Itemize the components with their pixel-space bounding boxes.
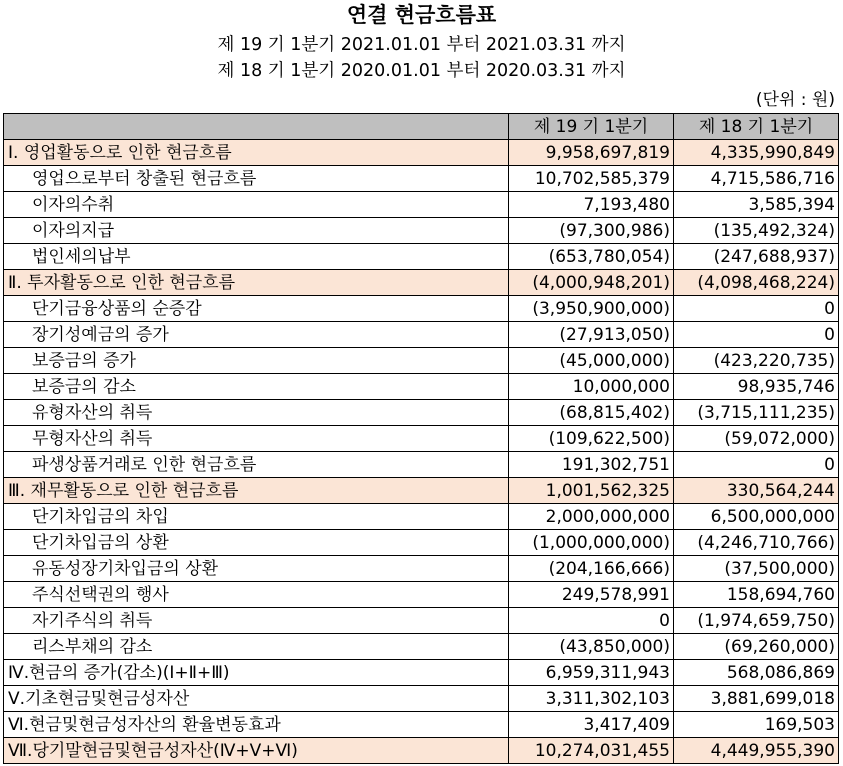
table-row <box>4 530 839 556</box>
current-period-value: 6,959,311,943 <box>509 660 674 686</box>
row-label: 자기주식의 취득 <box>4 608 509 634</box>
row-label: 법인세의납부 <box>4 244 509 270</box>
statement-title: 연결 현금흐름표 <box>346 3 497 27</box>
total-row <box>4 686 839 712</box>
row-label: 단기차입금의 상환 <box>4 530 509 556</box>
table-row <box>4 452 839 478</box>
prior-period-value: 158,694,760 <box>674 582 839 608</box>
prior-period-value: 4,715,586,716 <box>674 166 839 192</box>
row-label: 단기차입금의 차입 <box>4 504 509 530</box>
current-period-value: (204,166,666) <box>509 556 674 582</box>
current-period-value: 9,958,697,819 <box>509 140 674 166</box>
prior-period-value: (247,688,937) <box>674 244 839 270</box>
row-label: Ⅲ. 재무활동으로 인한 현금흐름 <box>4 478 509 504</box>
section-row <box>4 738 839 764</box>
row-label: 유형자산의 취득 <box>4 400 509 426</box>
current-period-value: (1,000,000,000) <box>509 530 674 556</box>
row-label: 단기금융상품의 순증감 <box>4 296 509 322</box>
table-row <box>4 322 839 348</box>
total-row <box>4 660 839 686</box>
current-period-value: (3,950,900,000) <box>509 296 674 322</box>
current-period-value: 2,000,000,000 <box>509 504 674 530</box>
current-period-value: 10,274,031,455 <box>509 738 674 764</box>
row-label: 파생상품거래로 인한 현금흐름 <box>4 452 509 478</box>
current-period-value: 1,001,562,325 <box>509 478 674 504</box>
current-period-value: 249,578,991 <box>509 582 674 608</box>
unit-label: (단위 : 원) <box>755 90 835 110</box>
prior-period-value: (4,246,710,766) <box>674 530 839 556</box>
current-period-value: 10,000,000 <box>509 374 674 400</box>
row-label: 유동성장기차입금의 상환 <box>4 556 509 582</box>
header-label <box>4 114 509 140</box>
current-period-value: (97,300,986) <box>509 218 674 244</box>
section-row <box>4 270 839 296</box>
prior-period-value: 0 <box>674 296 839 322</box>
row-label: 주식선택권의 행사 <box>4 582 509 608</box>
table-row <box>4 400 839 426</box>
cash-flow-table <box>3 113 839 764</box>
current-period-value: 0 <box>509 608 674 634</box>
current-period-value: (27,913,050) <box>509 322 674 348</box>
prior-period-value: (59,072,000) <box>674 426 839 452</box>
row-label: Ⅴ.기초현금및현금성자산 <box>4 686 509 712</box>
current-period-value: (45,000,000) <box>509 348 674 374</box>
current-period-value: 191,302,751 <box>509 452 674 478</box>
period-current: 제 19 기 1분기 2021.01.01 부터 2021.03.31 까지 <box>217 35 626 55</box>
row-label: 장기성예금의 증가 <box>4 322 509 348</box>
prior-period-value: 3,881,699,018 <box>674 686 839 712</box>
current-period-value: (43,850,000) <box>509 634 674 660</box>
prior-period-value: 0 <box>674 452 839 478</box>
table-row <box>4 504 839 530</box>
table-row <box>4 348 839 374</box>
row-label: 보증금의 증가 <box>4 348 509 374</box>
current-period-value: (109,622,500) <box>509 426 674 452</box>
prior-period-value: 0 <box>674 322 839 348</box>
table-row <box>4 556 839 582</box>
current-period-value: (4,000,948,201) <box>509 270 674 296</box>
table-header-row <box>4 114 839 140</box>
table-row <box>4 634 839 660</box>
row-label: 무형자산의 취득 <box>4 426 509 452</box>
table-row <box>4 426 839 452</box>
section-row <box>4 140 839 166</box>
prior-period-value: 169,503 <box>674 712 839 738</box>
row-label: Ⅶ.당기말현금및현금성자산(Ⅳ+Ⅴ+Ⅵ) <box>4 738 509 764</box>
row-label: 보증금의 감소 <box>4 374 509 400</box>
table-row <box>4 582 839 608</box>
current-period-value: (653,780,054) <box>509 244 674 270</box>
prior-period-value: 330,564,244 <box>674 478 839 504</box>
row-label: 리스부채의 감소 <box>4 634 509 660</box>
current-period-value: 3,311,302,103 <box>509 686 674 712</box>
prior-period-value: (1,974,659,750) <box>674 608 839 634</box>
current-period-value: 3,417,409 <box>509 712 674 738</box>
current-period-value: 7,193,480 <box>509 192 674 218</box>
current-period-value: (68,815,402) <box>509 400 674 426</box>
prior-period-value: (3,715,111,235) <box>674 400 839 426</box>
prior-period-value: 568,086,869 <box>674 660 839 686</box>
table-row <box>4 166 839 192</box>
prior-period-value: 6,500,000,000 <box>674 504 839 530</box>
table-row <box>4 192 839 218</box>
row-label: Ⅳ.현금의 증가(감소)(Ⅰ+Ⅱ+Ⅲ) <box>4 660 509 686</box>
table-row <box>4 296 839 322</box>
row-label: 영업으로부터 창출된 현금흐름 <box>4 166 509 192</box>
row-label: Ⅵ.현금및현금성자산의 환율변동효과 <box>4 712 509 738</box>
prior-period-value: 4,335,990,849 <box>674 140 839 166</box>
prior-period-value: (135,492,324) <box>674 218 839 244</box>
table-body <box>4 140 839 764</box>
header-prior-period: 제 18 기 1분기 <box>674 114 839 140</box>
row-label: Ⅱ. 투자활동으로 인한 현금흐름 <box>4 270 509 296</box>
period-prior: 제 18 기 1분기 2020.01.01 부터 2020.03.31 까지 <box>217 61 626 81</box>
section-row <box>4 478 839 504</box>
total-row <box>4 712 839 738</box>
table-row <box>4 218 839 244</box>
prior-period-value: 3,585,394 <box>674 192 839 218</box>
prior-period-value: (4,098,468,224) <box>674 270 839 296</box>
row-label: Ⅰ. 영업활동으로 인한 현금흐름 <box>4 140 509 166</box>
table-row <box>4 374 839 400</box>
prior-period-value: 98,935,746 <box>674 374 839 400</box>
prior-period-value: 4,449,955,390 <box>674 738 839 764</box>
prior-period-value: (423,220,735) <box>674 348 839 374</box>
prior-period-value: (69,260,000) <box>674 634 839 660</box>
table-row <box>4 244 839 270</box>
table-row <box>4 608 839 634</box>
prior-period-value: (37,500,000) <box>674 556 839 582</box>
row-label: 이자의지급 <box>4 218 509 244</box>
header-current-period: 제 19 기 1분기 <box>509 114 674 140</box>
current-period-value: 10,702,585,379 <box>509 166 674 192</box>
row-label: 이자의수취 <box>4 192 509 218</box>
